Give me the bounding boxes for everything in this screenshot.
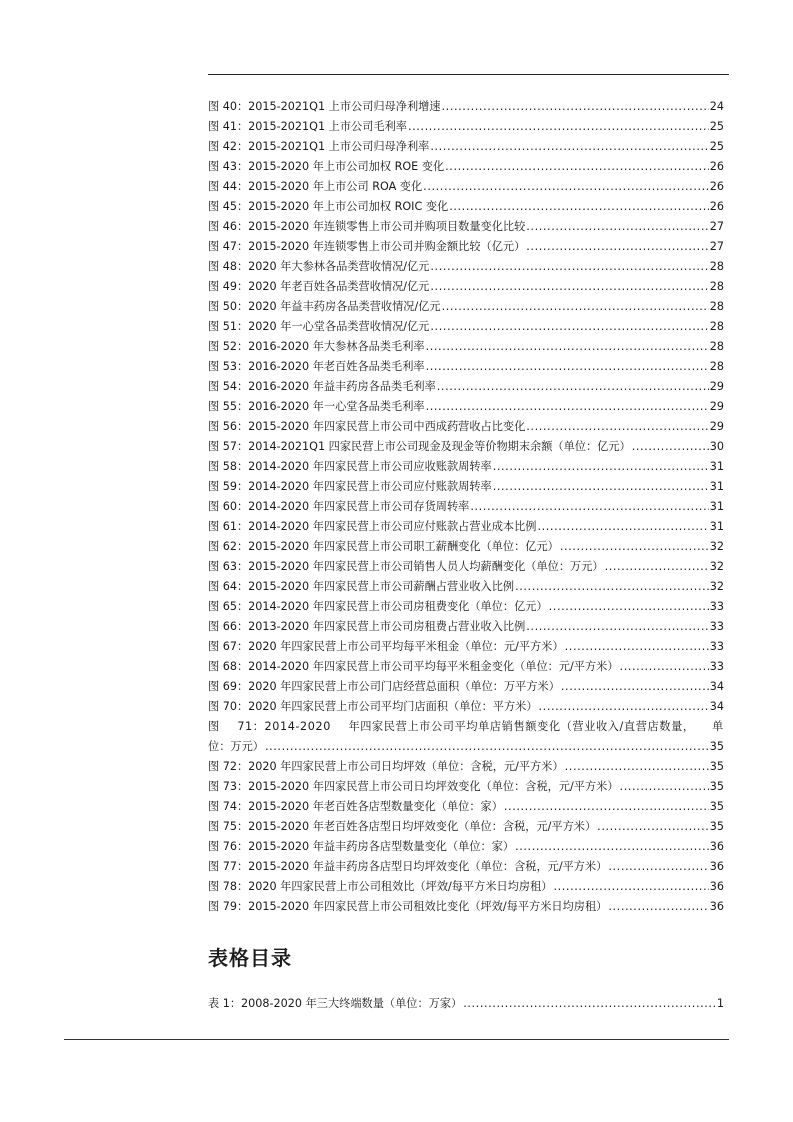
toc-entry-page: 29	[709, 400, 724, 413]
dot-leader	[565, 757, 709, 777]
toc-entry-title: 图 49：2020 年老百姓各品类营收情况/亿元	[208, 280, 430, 293]
dot-leader	[426, 357, 709, 377]
dot-leader	[620, 657, 709, 677]
toc-entry-title: 图 53：2016-2020 年老百姓各品类毛利率	[208, 360, 425, 373]
toc-entry-figure[interactable]	[208, 417, 724, 437]
toc-entry-figure[interactable]	[208, 197, 724, 217]
dot-leader	[539, 697, 709, 717]
toc-entry-figure[interactable]	[208, 337, 724, 357]
dot-leader	[560, 537, 709, 557]
toc-entry-title: 图 79：2015-2020 年四家民营上市公司租效比变化（坪效/每平方米日均房租）	[208, 900, 608, 913]
toc-entry-title: 图 51：2020 年一心堂各品类营收情况/亿元	[208, 320, 430, 333]
toc-entry-page: 27	[709, 240, 724, 253]
toc-entry-figure[interactable]	[208, 897, 724, 917]
toc-entry-title: 图 48：2020 年大参林各品类营收情况/亿元	[208, 260, 430, 273]
dot-leader	[561, 677, 709, 697]
toc-entry-figure[interactable]	[208, 377, 724, 397]
toc-entry-title: 图 68：2014-2020 年四家民营上市公司平均每平米租金变化（单位：元/平方米）	[208, 660, 619, 673]
toc-entry-page: 27	[709, 220, 724, 233]
toc-entry-figure[interactable]	[208, 217, 724, 237]
toc-entry-figure[interactable]	[208, 777, 724, 797]
toc-entry-title: 图 64：2015-2020 年四家民营上市公司薪酬占营业收入比例	[208, 580, 515, 593]
dot-leader	[426, 397, 709, 417]
header-rule	[208, 74, 729, 75]
toc-entry-title: 位：万元）	[208, 740, 264, 753]
toc-entry-title: 图 57：2014-2021Q1 四家民营上市公司现金及现金等价物期末余额（单位：亿元）	[208, 440, 631, 453]
toc-entry-figure[interactable]	[208, 97, 724, 117]
dot-leader	[423, 177, 709, 197]
dot-leader	[553, 877, 708, 897]
toc-entry-title: 图 74：2015-2020 年老百姓各店型数量变化（单位：家）	[208, 800, 503, 813]
toc-entry-figure[interactable]	[208, 157, 724, 177]
toc-entry-title: 图 67：2020 年四家民营上市公司平均每平米租金（单位：元/平方米）	[208, 640, 564, 653]
dot-leader	[632, 437, 709, 457]
dot-leader	[608, 857, 708, 877]
toc-entry-title: 图 42：2015-2021Q1 上市公司归母净利率	[208, 140, 430, 153]
toc-entry-page: 29	[709, 420, 724, 433]
dot-leader	[408, 117, 709, 137]
toc-entry-page: 25	[709, 140, 724, 153]
toc-entry-page: 26	[709, 200, 724, 213]
dot-leader	[265, 737, 709, 757]
dot-leader	[493, 477, 709, 497]
toc-entry-figure[interactable]	[208, 577, 724, 597]
dot-leader	[445, 157, 709, 177]
toc-entry-figure[interactable]	[208, 797, 724, 817]
toc-entry-figure[interactable]	[208, 837, 724, 857]
toc-entry-table[interactable]	[208, 994, 724, 1014]
toc-entry-page: 33	[709, 640, 724, 653]
toc-entry-title: 图 70：2020 年四家民营上市公司平均门店面积（单位：平方米）	[208, 700, 538, 713]
toc-entry-figure[interactable]	[208, 137, 724, 157]
toc-entry-figure[interactable]	[208, 297, 724, 317]
toc-entry-title: 图 75：2015-2020 年老百姓各店型日均坪效变化（单位：含税，元/平方米）	[208, 820, 597, 833]
toc-entry-page: 24	[709, 100, 724, 113]
tables-heading: 表格目录	[208, 946, 292, 970]
toc-entry-figure[interactable]	[208, 317, 724, 337]
toc-entry-title: 图 50：2020 年益丰药房各品类营收情况/亿元	[208, 300, 441, 313]
toc-entry-title: 图 69：2020 年四家民营上市公司门店经营总面积（单位：万平方米）	[208, 680, 560, 693]
toc-entry-page: 35	[709, 760, 724, 773]
dot-leader	[537, 517, 708, 537]
toc-entry-title: 图 72：2020 年四家民营上市公司日均坪效（单位：含税，元/平方米）	[208, 760, 564, 773]
toc-entry-figure[interactable]	[208, 817, 724, 837]
toc-entry-figure[interactable]	[208, 757, 724, 777]
toc-entry-title: 图 78：2020 年四家民营上市公司租效比（坪效/每平方米日均房租）	[208, 880, 553, 893]
toc-entry-figure[interactable]	[208, 537, 724, 557]
toc-entry-figure[interactable]	[208, 457, 724, 477]
dot-leader	[515, 837, 709, 857]
footer-rule	[64, 1039, 729, 1040]
toc-entry-figure[interactable]	[208, 437, 724, 457]
dot-leader	[605, 557, 709, 577]
toc-entry-title: 图 56：2015-2020 年四家民营上市公司中西成药营收占比变化	[208, 420, 526, 433]
toc-entry-title: 图 41：2015-2021Q1 上市公司毛利率	[208, 120, 407, 133]
toc-entry-title: 图 54：2016-2020 年益丰药房各品类毛利率	[208, 380, 436, 393]
dot-leader	[426, 337, 709, 357]
toc-entry-page: 32	[709, 560, 724, 573]
toc-entry-figure[interactable]	[208, 117, 724, 137]
toc-entry-figure[interactable]	[208, 177, 724, 197]
dot-leader	[608, 897, 708, 917]
dot-leader	[430, 137, 708, 157]
toc-entry-page: 33	[709, 600, 724, 613]
toc-entry-page: 29	[709, 380, 724, 393]
toc-entry-page: 30	[709, 440, 724, 453]
dot-leader	[597, 817, 709, 837]
toc-entry-figure[interactable]	[208, 557, 724, 577]
toc-entry-page: 36	[709, 880, 724, 893]
toc-entry-figure[interactable]	[208, 697, 724, 717]
dot-leader	[526, 217, 708, 237]
toc-entry-page: 26	[709, 160, 724, 173]
toc-entry-title: 图 45：2015-2020 年上市公司加权 ROIC 变化	[208, 200, 449, 213]
toc-entry-title: 图 55：2016-2020 年一心堂各品类毛利率	[208, 400, 425, 413]
toc-entry-title: 图 66：2013-2020 年四家民营上市公司房租费占营业收入比例	[208, 620, 526, 633]
toc-entry-figure[interactable]	[208, 637, 724, 657]
toc-entry-page: 35	[709, 780, 724, 793]
toc-entry-page: 36	[709, 900, 724, 913]
dot-leader	[449, 197, 709, 217]
dot-leader	[565, 637, 709, 657]
toc-entry-title: 图 52：2016-2020 年大参林各品类毛利率	[208, 340, 425, 353]
toc-entry-title: 图 60：2014-2020 年四家民营上市公司存货周转率	[208, 500, 470, 513]
toc-entry-title: 图 44：2015-2020 年上市公司 ROA 变化	[208, 180, 423, 193]
toc-entry-page: 34	[709, 700, 724, 713]
toc-entry-title: 图 46：2015-2020 年连锁零售上市公司并购项目数量变化比较	[208, 220, 526, 233]
dot-leader	[430, 277, 708, 297]
dot-leader	[430, 257, 708, 277]
toc-entry-page: 36	[709, 840, 724, 853]
toc-entry-page: 31	[709, 480, 724, 493]
toc-entry-page: 31	[709, 460, 724, 473]
toc-entry-figure[interactable]	[208, 477, 724, 497]
toc-entry-title: 图 58：2014-2020 年四家民营上市公司应收账款周转率	[208, 460, 492, 473]
toc-entry-page: 32	[709, 540, 724, 553]
toc-entry-figure[interactable]	[208, 877, 724, 897]
toc-entry-figure[interactable]	[208, 657, 724, 677]
toc-entry-page: 28	[709, 300, 724, 313]
dot-leader	[493, 457, 709, 477]
dot-leader	[504, 797, 709, 817]
toc-entry-title: 图 62：2015-2020 年四家民营上市公司职工薪酬变化（单位：亿元）	[208, 540, 559, 553]
toc-entry-title: 表 1：2008-2020 年三大终端数量（单位：万家）	[208, 997, 463, 1010]
toc-entry-title: 图 43：2015-2020 年上市公司加权 ROE 变化	[208, 160, 445, 173]
toc-entry-title: 图 59：2014-2020 年四家民营上市公司应付账款周转率	[208, 480, 492, 493]
toc-entry-figure[interactable]	[208, 677, 724, 697]
toc-entry-figure[interactable]	[208, 357, 724, 377]
toc-entry-title: 年四家民营上市公司平均单店销售额变化（营业收入/直营店数量，	[348, 720, 695, 733]
toc-entry-title: 图	[208, 720, 220, 733]
toc-entry-page: 33	[709, 620, 724, 633]
toc-entry-page: 1	[716, 997, 724, 1010]
toc-entry-page: 35	[709, 740, 724, 753]
figure-list	[208, 97, 724, 917]
dot-leader	[526, 237, 708, 257]
toc-entry-figure[interactable]	[208, 237, 724, 257]
toc-entry-title: 图 61：2014-2020 年四家民营上市公司应付账款占营业成本比例	[208, 520, 537, 533]
dot-leader	[526, 417, 708, 437]
toc-entry-title: 图 47：2015-2020 年连锁零售上市公司并购金额比较（亿元）	[208, 240, 526, 253]
toc-entry-figure[interactable]	[208, 497, 724, 517]
toc-entry-figure-71[interactable]	[208, 717, 724, 757]
dot-leader	[463, 994, 716, 1014]
toc-entry-page: 28	[709, 360, 724, 373]
dot-leader	[526, 617, 708, 637]
toc-entry-title: 图 63：2015-2020 年四家民营上市公司销售人员人均薪酬变化（单位：万元）	[208, 560, 604, 573]
dot-leader	[442, 297, 709, 317]
toc-entry-page: 28	[709, 280, 724, 293]
toc-entry-page: 31	[709, 520, 724, 533]
toc-entry-page: 28	[709, 340, 724, 353]
dot-leader	[442, 97, 709, 117]
dot-leader	[437, 377, 709, 397]
toc-entry-page: 36	[709, 860, 724, 873]
dot-leader	[430, 317, 708, 337]
toc-entry-title: 图 73：2015-2020 年四家民营上市公司日均坪效变化（单位：含税，元/平方米）	[208, 780, 619, 793]
toc-entry-page: 35	[709, 820, 724, 833]
toc-entry-title: 图 76：2015-2020 年益丰药房各店型数量变化（单位：家）	[208, 840, 515, 853]
toc-entry-title: 图 65：2014-2020 年四家民营上市公司房租费变化（单位：亿元）	[208, 600, 548, 613]
toc-entry-title: 71：2014-2020	[237, 720, 331, 733]
toc-entry-page: 25	[709, 120, 724, 133]
toc-entry-page: 26	[709, 180, 724, 193]
toc-entry-page: 34	[709, 680, 724, 693]
dot-leader	[515, 577, 709, 597]
toc-entry-figure[interactable]	[208, 517, 724, 537]
toc-entry-figure[interactable]	[208, 257, 724, 277]
dot-leader	[620, 777, 709, 797]
toc-entry-page: 28	[709, 320, 724, 333]
dot-leader	[549, 597, 709, 617]
toc-entry-page: 35	[709, 800, 724, 813]
toc-entry-page: 31	[709, 500, 724, 513]
toc-entry-page: 33	[709, 660, 724, 673]
toc-entry-figure[interactable]	[208, 617, 724, 637]
toc-entry-figure[interactable]	[208, 857, 724, 877]
toc-entry-figure[interactable]	[208, 397, 724, 417]
toc-entry-title: 单	[712, 720, 724, 733]
toc-entry-page: 28	[709, 260, 724, 273]
toc-entry-page: 32	[709, 580, 724, 593]
toc-entry-figure[interactable]	[208, 277, 724, 297]
toc-entry-figure[interactable]	[208, 597, 724, 617]
toc-entry-title: 图 77：2015-2020 年益丰药房各店型日均坪效变化（单位：含税，元/平方米）	[208, 860, 608, 873]
table-list	[208, 994, 724, 1014]
toc-entry-title: 图 40：2015-2021Q1 上市公司归母净利增速	[208, 100, 441, 113]
dot-leader	[470, 497, 708, 517]
